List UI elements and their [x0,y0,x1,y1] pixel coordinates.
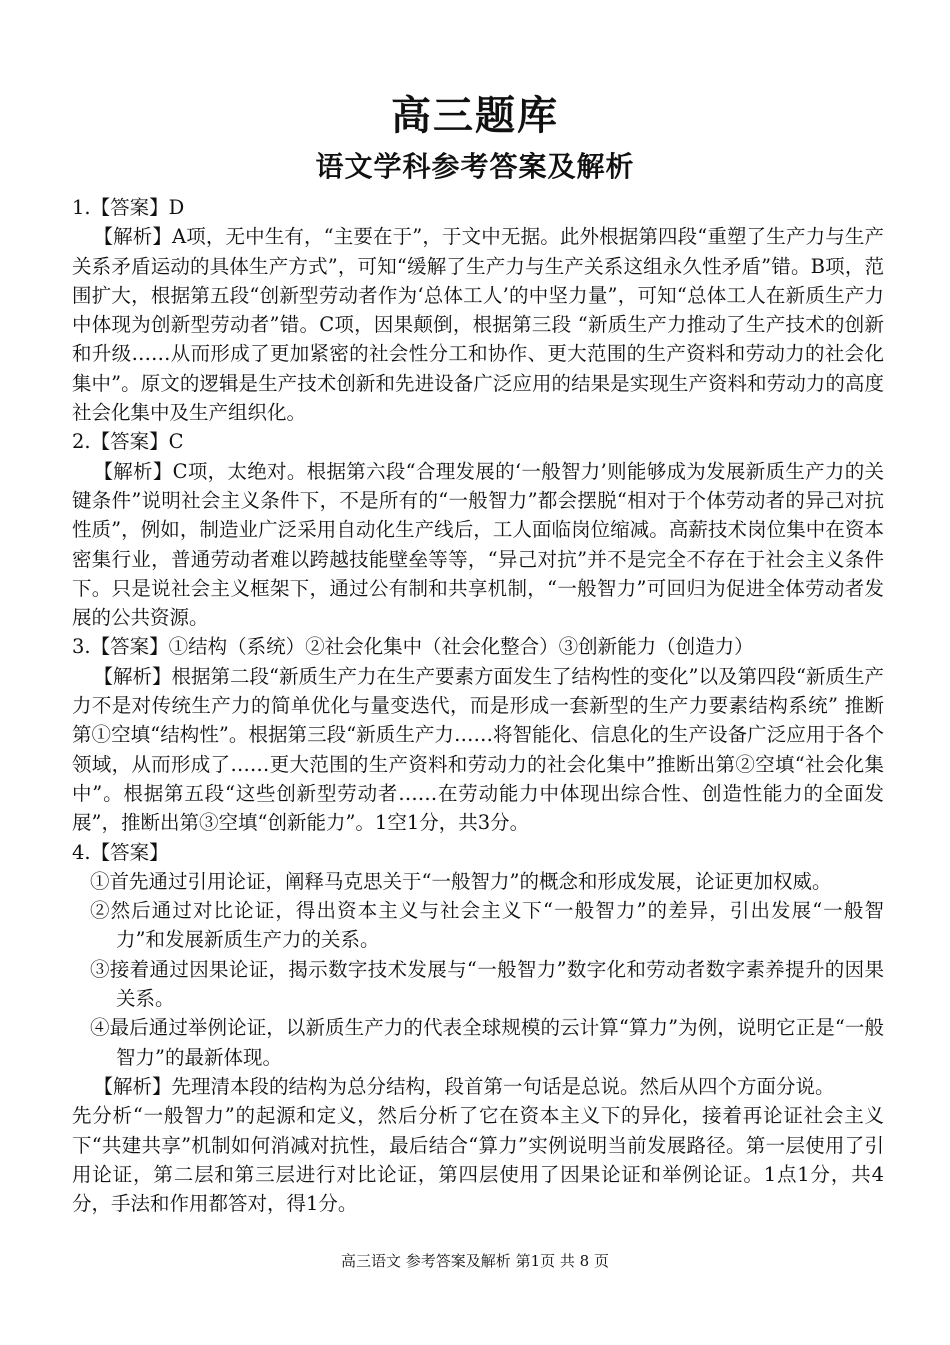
page-subtitle: 语文学科参考答案及解析 [315,150,635,183]
page-footer: 高三语文 参考答案及解析 第1页 共 8 页 [341,1252,609,1270]
page-title: 高三题库 [391,92,559,139]
q4-item-2: ②然后通过对比论证，得出资本主义与社会主义下“一般智力”的差异，引出发展“一般智力”和发展新质生产力的关系。 [90,899,884,952]
q2-answer: 2.【答案】C [72,430,184,454]
q4-analysis-continued: 先分析“一般智力”的起源和定义，然后分析了它在资本主义下的异化，接着再论证社会主义下“共建共享”机制如何消减对抗性，最后结合“算力”实例说明当前发展路径。第一层使用了引用论证，第二层和第三层进行对比论证，第四层使用了因果论证和举例论证。1点1分，共4分，手法和作用都答对，得1分。 [72,1104,884,1216]
q4-analysis: 【解析】先理清本段的结构为总分结构，段首第一句话是总说。然后从四个方面分说。 [93,1074,835,1098]
q4-item-3: ③接着通过因果论证，揭示数字技术发展与“一般智力”数字化和劳动者数字素养提升的因果关系。 [90,957,884,1011]
q1-answer: 1.【答案】D [72,196,185,219]
q4-answer: 4.【答案】 [72,840,169,864]
q4-item-4: ④最后通过举例论证，以新质生产力的代表全球规模的云计算“算力”为例，说明它正是“一般智力”的最新体现。 [90,1016,884,1069]
q4-item-1: ①首先通过引用论证，阐释马克思关于“一般智力”的概念和形成发展，论证更加权威。 [90,869,832,893]
q3-analysis: 【解析】根据第二段“新质生产力在生产要素方面发生了结构性的变化”以及第四段“新质生产力不是对传统生产力的简单优化与量变迭代，而是形成一套新型的生产力要素结构系统” 推断第①空填“结构性”。根据第三段“新质生产力……将智能化、信息化的生产设备广泛应用于各个领域，从而形成了……更大范围的生产资料和劳动力的社会化集中”推断出第②空填“社会化集中”。根据第五段“这些创新型劳动者……在劳动能力中体现出综合性、创造性能力的全面发展”，推断出第③空填“创新能力”。1空1分，共3分。 [72,664,884,835]
q2-analysis: 【解析】C项，太绝对。根据第六段“合理发展的‘一般智力’则能够成为发展新质生产力的关键条件”说明社会主义条件下，不是所有的“一般智力”都会摆脱“相对于个体劳动者的异己对抗性质”，例如，制造业广泛采用自动化生产线后，工人面临岗位缩减。高薪技术岗位集中在资本密集行业，普通劳动者难以跨越技能壁垒等等，“异己对抗”并不是完全不存在于社会主义条件下。只是说社会主义框架下，通过公有制和共享机制，“一般智力”可回归为促进全体劳动者发展的公共资源。 [72,459,884,630]
q1-analysis: 【解析】A项，无中生有，“主要在于”，于文中无据。此外根据第四段“重塑了生产力与生产关系矛盾运动的具体生产方式”，可知“缓解了生产力与生产关系这组永久性矛盾”错。B项，范围扩大，根据第五段“创新型劳动者作为‘总体工人’的中坚力量”，可知“总体工人在新质生产力中体现为创新型劳动者”错。C项，因果颠倒，根据第三段 “新质生产力推动了生产技术的创新和升级……从而形成了更加紧密的社会性分工和协作、更大范围的生产资料和劳动力的社会化集中”。原文的逻辑是生产技术创新和先进设备广泛应用的结果是实现生产资料和劳动力的高度社会化集中及生产组织化。 [72,225,884,425]
answer-body [72,193,884,1218]
q3-answer: 3.【答案】①结构（系统）②社会化集中（社会化整合）③创新能力（创造力） [72,635,754,659]
